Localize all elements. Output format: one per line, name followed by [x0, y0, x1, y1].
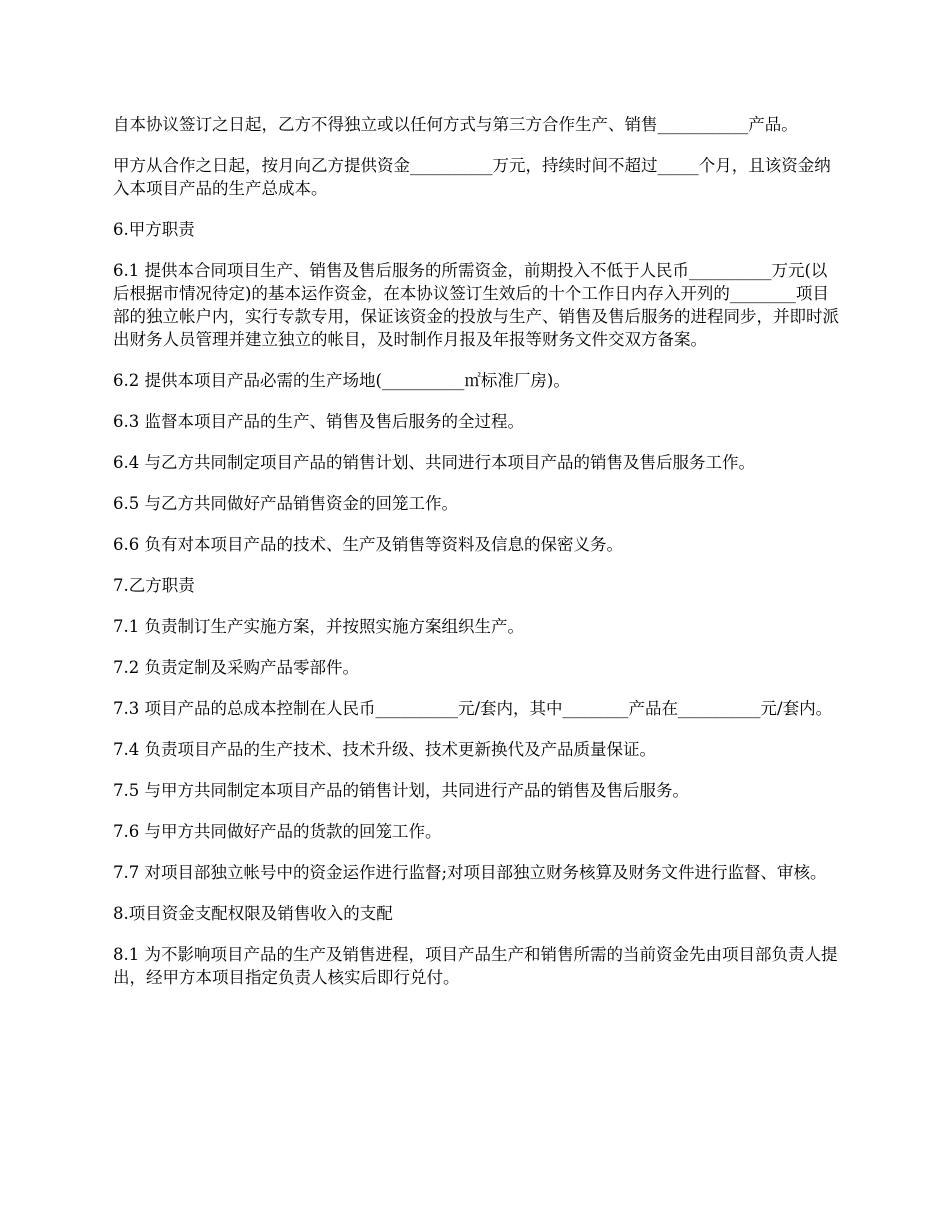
clause-8-1: 8.1 为不影响项目产品的生产及销售进程，项目产品生产和销售所需的当前资金先由项目部负责人提出，经甲方本项目指定负责人核实后即行兑付。: [113, 945, 838, 987]
clause-6-2: 6.2 提供本项目产品必需的生产场地(__________㎡标准厂房)。: [113, 371, 570, 390]
clause-7-7: 7.7 对项目部独立帐号中的资金运作进行监督;对项目部独立财务核算及财务文件进行监督、审核。: [113, 863, 827, 882]
section-heading-party-a-duties: 6.甲方职责: [113, 220, 195, 239]
paragraph-exclusivity-clause: 自本协议签订之日起，乙方不得独立或以任何方式与第三方合作生产、销售___________产品。: [113, 115, 798, 134]
clause-6-5: 6.5 与乙方共同做好产品销售资金的回笼工作。: [113, 494, 458, 513]
clause-7-1: 7.1 负责制订生产实施方案，并按照实施方案组织生产。: [113, 617, 524, 636]
document-body: [113, 113, 843, 1007]
clause-6-3: 6.3 监督本项目产品的生产、销售及售后服务的全过程。: [113, 412, 524, 431]
clause-7-2: 7.2 负责定制及采购产品零部件。: [113, 658, 359, 677]
clause-6-6: 6.6 负有对本项目产品的技术、生产及销售等资料及信息的保密义务。: [113, 535, 623, 554]
paragraph-monthly-funding: 甲方从合作之日起，按月向乙方提供资金__________万元，持续时间不超过_____个月，且该资金纳入本项目产品的生产总成本。: [113, 156, 831, 198]
clause-7-3: 7.3 项目产品的总成本控制在人民币__________元/套内，其中________产品在__________元/套内。: [113, 699, 833, 718]
clause-7-5: 7.5 与甲方共同制定本项目产品的销售计划，共同进行产品的销售及售后服务。: [113, 781, 689, 800]
clause-7-6: 7.6 与甲方共同做好产品的货款的回笼工作。: [113, 822, 442, 841]
clause-6-4: 6.4 与乙方共同制定项目产品的销售计划、共同进行本项目产品的销售及售后服务工作。: [113, 453, 755, 472]
section-heading-fund-authority: 8.项目资金支配权限及销售收入的支配: [113, 904, 393, 923]
section-heading-party-b-duties: 7.乙方职责: [113, 576, 195, 595]
clause-7-4: 7.4 负责项目产品的生产技术、技术升级、技术更新换代及产品质量保证。: [113, 740, 656, 759]
clause-6-1: 6.1 提供本合同项目生产、销售及售后服务的所需资金，前期投入不低于人民币__________万元(以后根据市情况待定)的基本运作资金，在本协议签订生效后的十个工作日内存入开列的________项目部的独立帐户内，实行专款专用，保证该资金的投放与生产、销售及售后服务的进程同步，并即时派出财务人员管理并建立独立的帐目，及时制作月报及年报等财务文件交双方备案。: [113, 261, 839, 349]
